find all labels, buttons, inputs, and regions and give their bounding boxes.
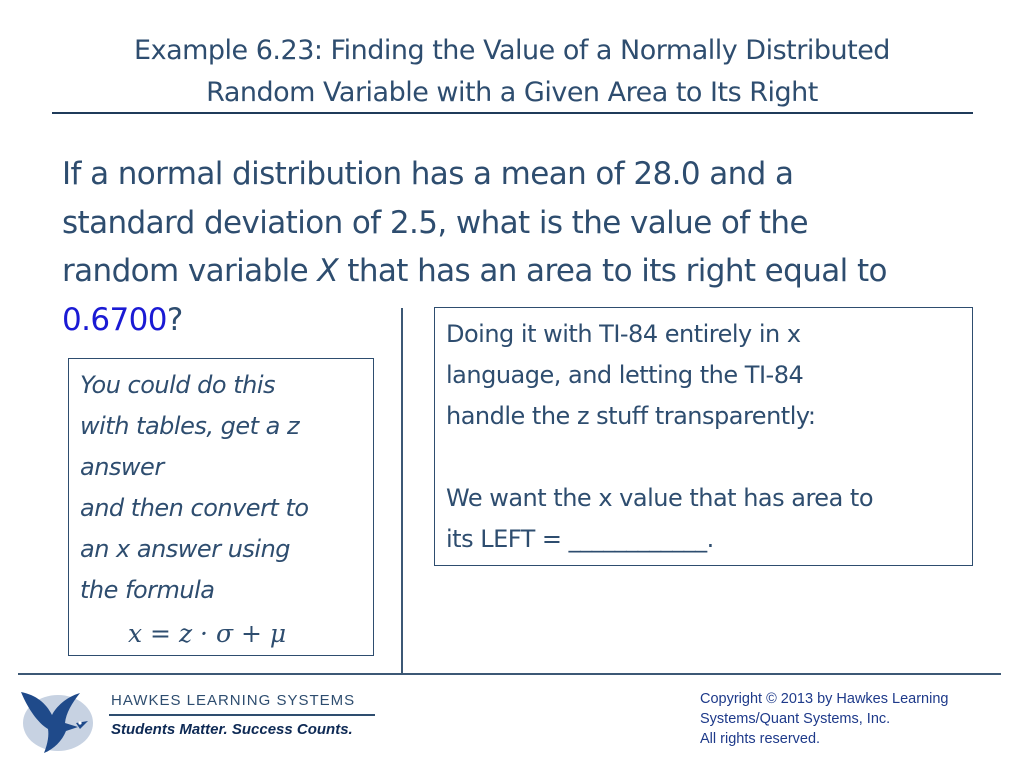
- column-divider: [401, 308, 403, 674]
- area-value: 0.6700: [62, 301, 167, 338]
- company-name: HAWKES LEARNING SYSTEMS: [111, 692, 356, 709]
- copyright-line: Systems/Quant Systems, Inc.: [700, 711, 891, 727]
- tables-method-box: [68, 358, 374, 656]
- tables-method-line: and then convert to: [80, 494, 309, 522]
- ti84-method-line: We want the x value that has area to: [446, 484, 873, 512]
- title-divider: [52, 112, 973, 114]
- slide-title: [60, 30, 964, 114]
- question-line-2: standard deviation of 2.5, what is the value of the: [62, 204, 808, 241]
- tables-method-line: with tables, get a z: [80, 412, 300, 440]
- question-line-3-end: that has an area to its right equal to: [338, 253, 887, 289]
- company-tagline: Students Matter. Success Counts.: [111, 721, 353, 738]
- copyright-line: All rights reserved.: [700, 731, 821, 747]
- ti84-method-line: language, and letting the TI-84: [446, 361, 804, 389]
- tables-method-line: You could do this: [80, 371, 276, 399]
- ti84-method-line: [446, 437, 972, 478]
- slide-title-line-1: Example 6.23: Finding the Value of a Normally Distributed: [134, 35, 890, 66]
- conversion-formula: 𝑥 = 𝑧 · 𝜎 + 𝜇: [128, 619, 287, 648]
- copyright-line: Copyright © 2013 by Hawkes Learning: [700, 691, 949, 707]
- ti84-method-line: Doing it with TI-84 entirely in x: [446, 320, 801, 348]
- footer-divider: [18, 673, 1001, 675]
- question-line-3-start: random variable: [62, 253, 318, 289]
- random-variable-x: X: [317, 253, 339, 289]
- slide-title-line-2: Random Variable with a Given Area to Its Right: [206, 77, 818, 108]
- tables-method-line: the formula: [80, 576, 215, 604]
- ti84-method-box: [434, 307, 973, 566]
- tables-method-line: answer: [80, 453, 164, 481]
- eagle-logo-icon: [18, 683, 98, 755]
- tables-method-line: an x answer using: [80, 535, 291, 563]
- ti84-method-line: its LEFT = ____________.: [446, 525, 714, 553]
- question-line-3: [62, 247, 962, 296]
- ti84-method-line: handle the z stuff transparently:: [446, 402, 816, 430]
- company-underline: [109, 714, 375, 716]
- question-line-1: If a normal distribution has a mean of 28.0 and a: [62, 156, 794, 192]
- question-mark: ?: [166, 301, 183, 338]
- copyright-notice: [700, 689, 948, 749]
